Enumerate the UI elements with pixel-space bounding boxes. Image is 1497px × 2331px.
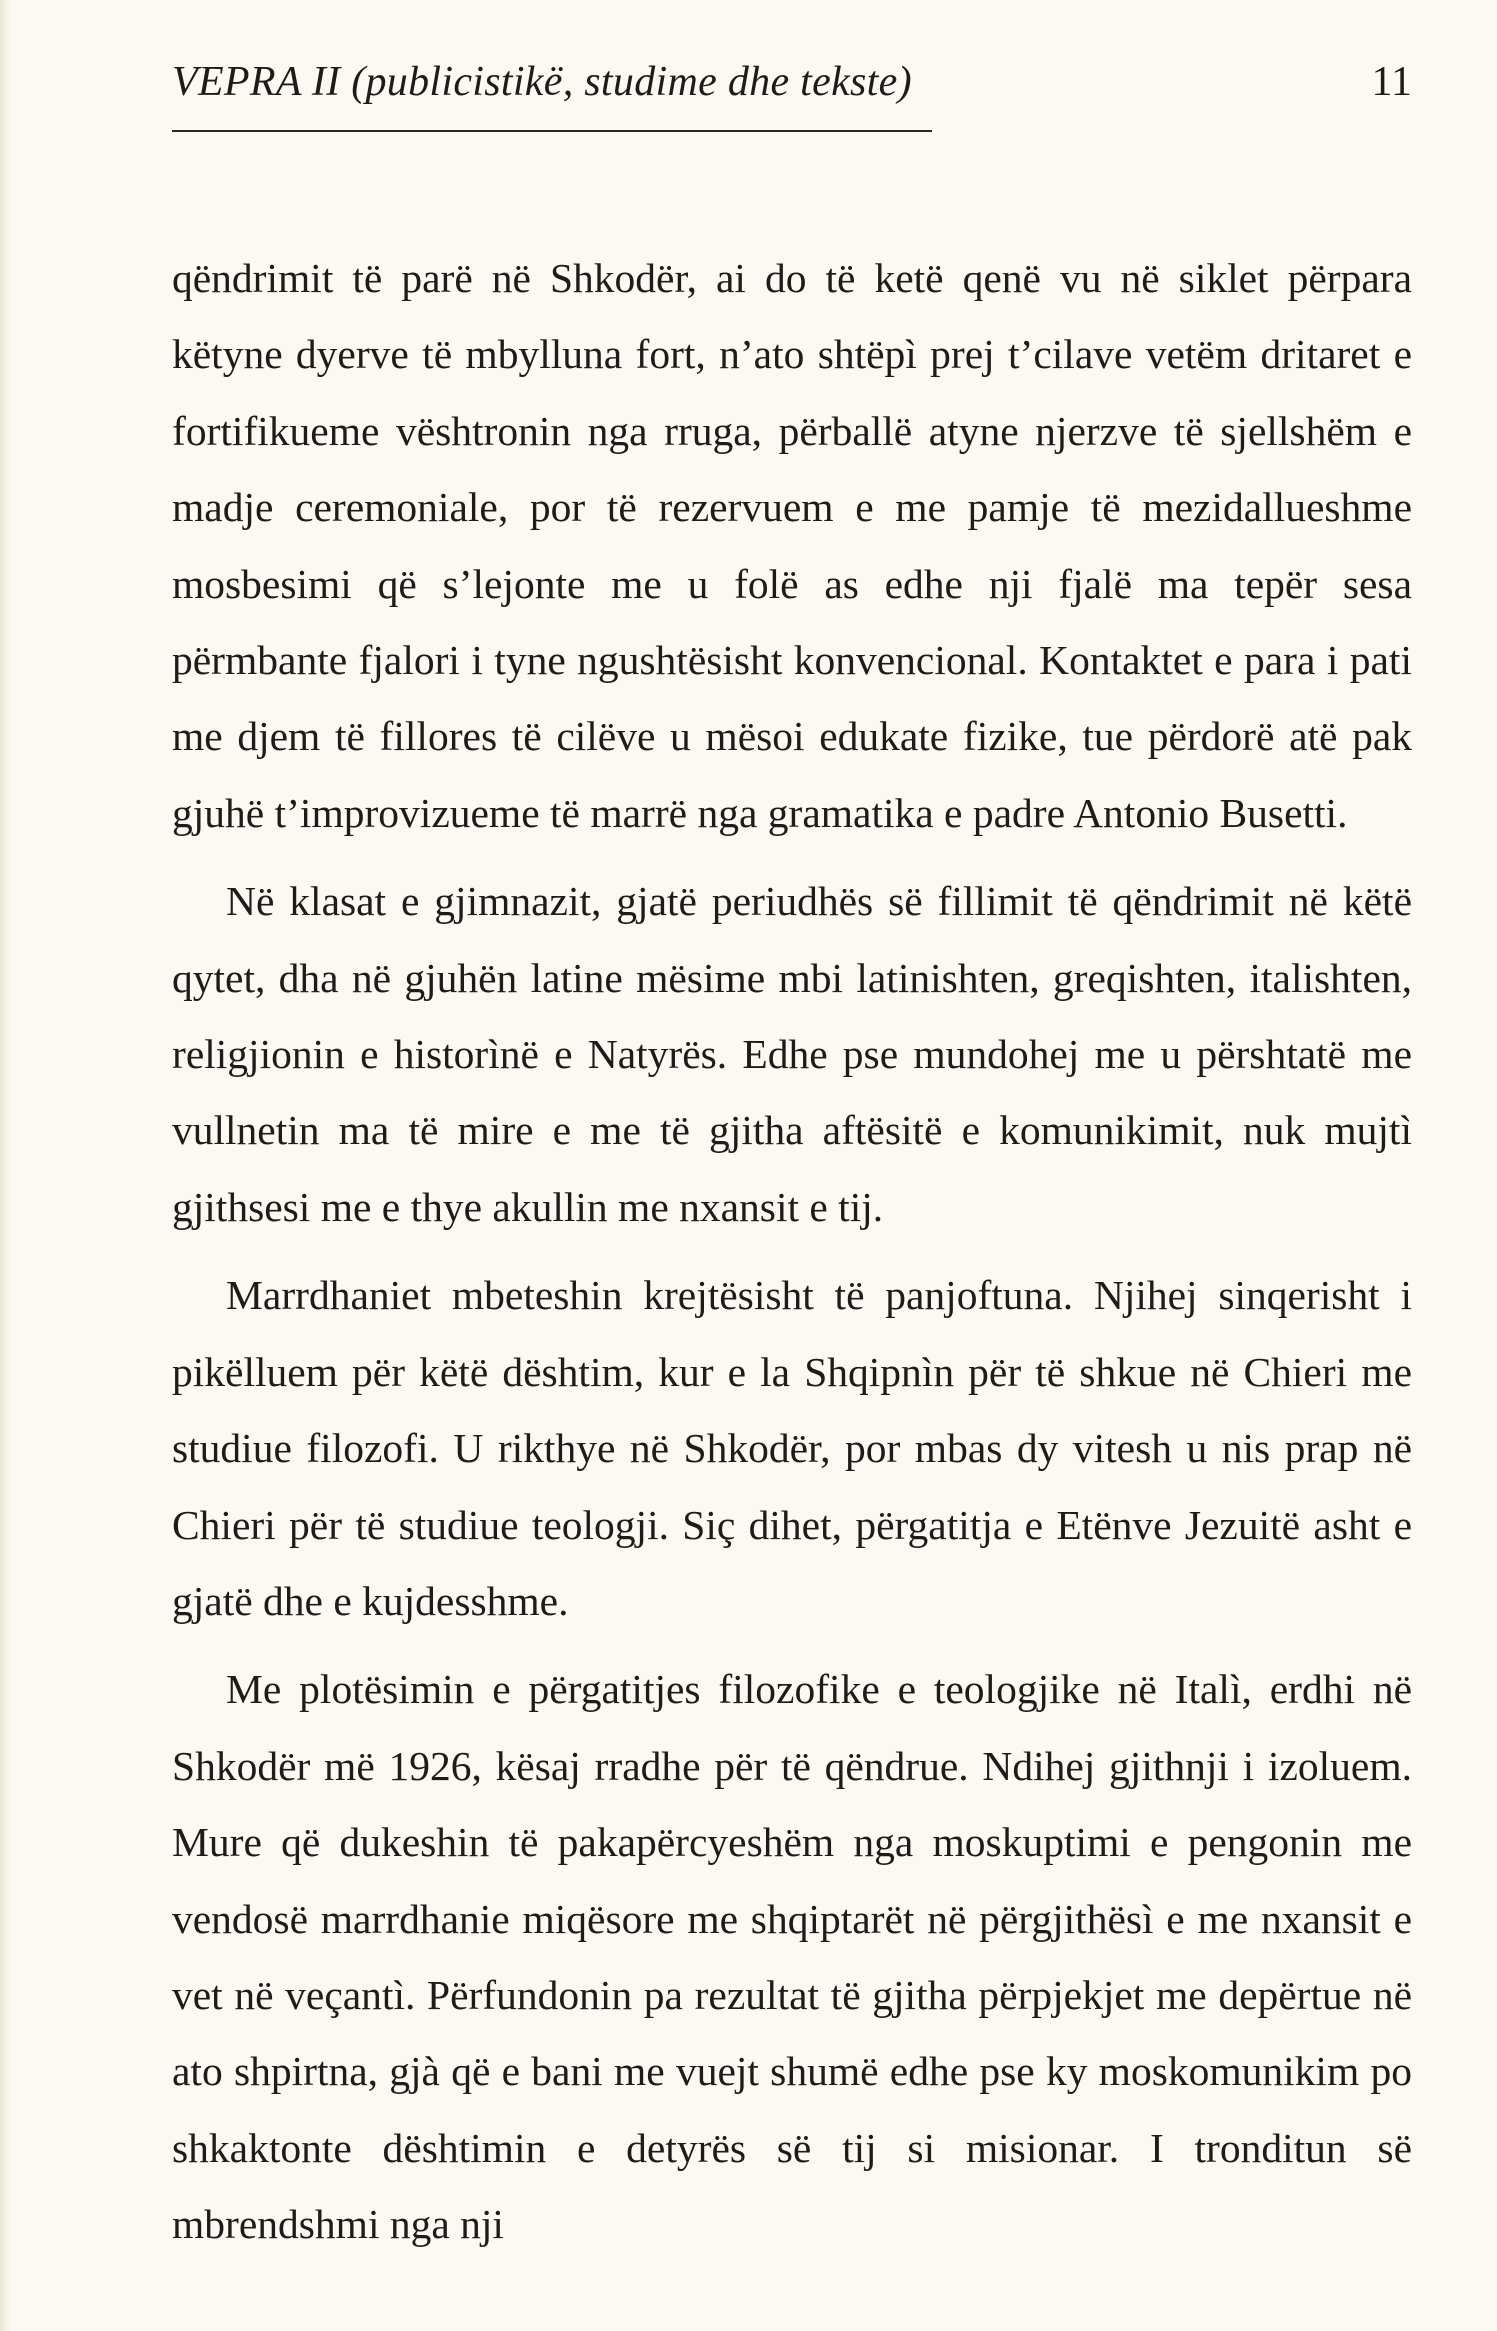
paragraph-1: qëndrimit të parë në Shkodër, ai do të ketë qenë vu në siklet përpara këtyne dyerve të mbylluna fort, n’ato shtëpì prej t’cilave vetëm dritaret e fortifikueme vështronin nga rruga, përballë atyne njerzve të sjellshëm e madje ceremoniale, por të rezervuem e me pamje të mezidallueshme mosbesimi që s’lejonte me u folë as edhe nji fjalë ma tepër sesa përmbante fjalori i tyne ngushtësisht konvencional. Kontaktet e para i pati me djem të fillores të cilëve u mësoi edukate fizike, tue përdorë atë pak gjuhë t’improvizueme të marrë nga gramatika e padre Antonio Busetti. xyxy=(172,255,1412,836)
paragraph-3: Marrdhaniet mbeteshin krejtësisht të panjoftuna. Njihej sinqerisht i pikëlluem për këtë dështim, kur e la Shqipnìn për të shkue në Chieri me studiue filozofi. U rikthye në Shkodër, por mbas dy vitesh u nis prap në Chieri për të studiue teologji. Siç dihet, përgatitja e Etënve Jezuitë asht e gjatë dhe e kujdesshme. xyxy=(172,1272,1412,1624)
paragraph-2: Në klasat e gjimnazit, gjatë periudhës së fillimit të qëndrimit në këtë qytet, dha në gjuhën latine mësime mbi latinishten, greqishten, italishten, religjionin e historìnë e Natyrës. Edhe pse mundohej me u përshtatë me vullnetin ma të mire e me të gjitha aftësitë e komunikimit, nuk mujtì gjithsesi me e thye akullin me nxansit e tij. xyxy=(172,878,1412,1230)
page-number: 11 xyxy=(1371,59,1412,105)
running-header xyxy=(172,58,1412,138)
page-edge xyxy=(0,0,10,2331)
running-title: VEPRA II (publicistikë, studime dhe tekste) xyxy=(172,59,912,105)
header-rule xyxy=(172,130,932,132)
paragraph-4: Me plotësimin e përgatitjes filozofike e teologjike në Italì, erdhi në Shkodër më 1926, kësaj rradhe për të qëndrue. Ndihej gjithnji i izoluem. Mure që dukeshin të pakapërcyeshëm nga moskuptimi e pengonin me vendosë marrdhanie miqësore me shqiptarët në përgjithësì e me nxansit e vet në veçantì. Përfundonin pa rezultat të gjitha përpjekjet me depërtue në ato shpirtna, gjà që e bani me vuejt shumë edhe pse ky moskomunikim po shkaktonte dështimin e detyrës së tij si misionar. I tronditun së mbrendshmi nga nji xyxy=(172,1666,1412,2248)
body-text xyxy=(172,240,1412,2263)
